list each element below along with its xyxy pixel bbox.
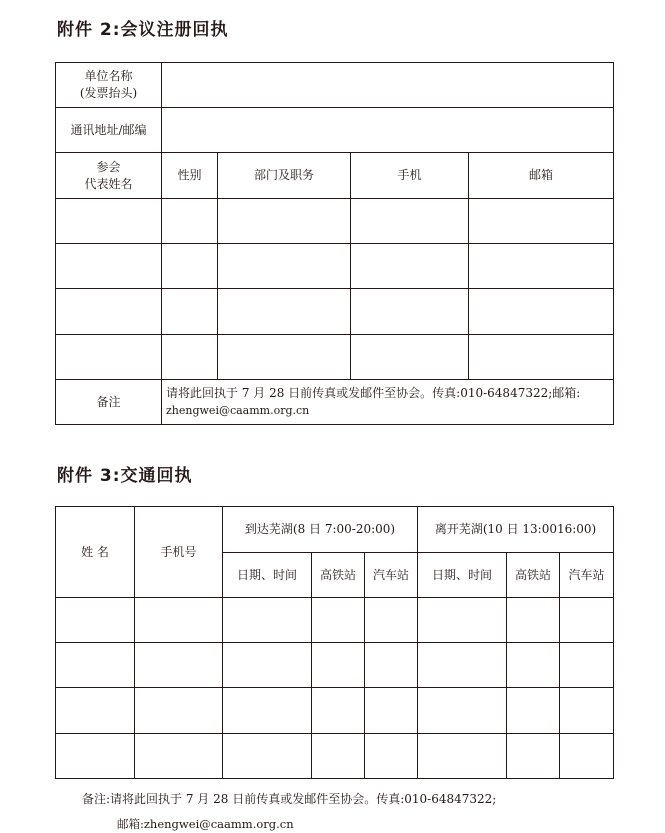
cell[interactable] — [365, 688, 418, 734]
cell[interactable] — [312, 734, 365, 779]
gender-cell[interactable] — [162, 244, 218, 289]
cell[interactable] — [56, 734, 135, 779]
dept-cell[interactable] — [218, 199, 351, 244]
phone-cell[interactable] — [351, 244, 469, 289]
cell[interactable] — [223, 688, 312, 734]
cell[interactable] — [507, 734, 560, 779]
delegate-name-header: 参会 代表姓名 — [56, 153, 162, 199]
remark-label: 备注 — [56, 380, 162, 425]
cell[interactable] — [560, 598, 614, 643]
cell[interactable] — [135, 598, 223, 643]
cell[interactable] — [507, 688, 560, 734]
address-field[interactable] — [162, 108, 614, 153]
depart-datetime-header: 日期、时间 — [418, 553, 507, 598]
dept-cell[interactable] — [218, 244, 351, 289]
name-cell[interactable] — [56, 289, 162, 335]
cell[interactable] — [223, 643, 312, 688]
cell[interactable] — [56, 688, 135, 734]
cell[interactable] — [507, 598, 560, 643]
registration-receipt-title: 附件 2:会议注册回执 — [57, 20, 229, 40]
phone-cell[interactable] — [351, 335, 469, 380]
cell[interactable] — [135, 734, 223, 779]
cell[interactable] — [418, 643, 507, 688]
dept-header: 部门及职务 — [218, 153, 351, 199]
table-row — [56, 688, 614, 734]
arrive-rail-header: 高铁站 — [312, 553, 365, 598]
cell[interactable] — [223, 734, 312, 779]
dept-cell[interactable] — [218, 335, 351, 380]
cell[interactable] — [507, 643, 560, 688]
arrive-datetime-header: 日期、时间 — [223, 553, 312, 598]
name-header: 姓 名 — [56, 507, 135, 598]
phone-header: 手机号 — [135, 507, 223, 598]
table-row — [56, 598, 614, 643]
cell[interactable] — [56, 643, 135, 688]
cell[interactable] — [312, 643, 365, 688]
arrive-header: 到达芜湖(8 日 7:00-20:00) — [223, 507, 418, 553]
cell[interactable] — [418, 734, 507, 779]
cell[interactable] — [135, 688, 223, 734]
email-header: 邮箱 — [469, 153, 614, 199]
cell[interactable] — [56, 598, 135, 643]
phone-cell[interactable] — [351, 199, 469, 244]
gender-cell[interactable] — [162, 199, 218, 244]
name-cell[interactable] — [56, 335, 162, 380]
depart-header: 离开芜湖(10 日 13:0016:00) — [418, 507, 614, 553]
footnote-line1: 备注:请将此回执于 7 月 28 日前传真或发邮件至协会。传真:010-64847322; — [82, 792, 497, 806]
transport-receipt-title: 附件 3:交通回执 — [57, 466, 193, 486]
cell[interactable] — [312, 598, 365, 643]
email-cell[interactable] — [469, 289, 614, 335]
cell[interactable] — [560, 734, 614, 779]
gender-header: 性别 — [162, 153, 218, 199]
dept-cell[interactable] — [218, 289, 351, 335]
cell[interactable] — [223, 598, 312, 643]
email-cell[interactable] — [469, 244, 614, 289]
address-label: 通讯地址/邮编 — [56, 108, 162, 153]
unit-name-label: 单位名称 (发票抬头) — [56, 63, 162, 108]
table-row — [56, 734, 614, 779]
transport-table — [55, 506, 614, 779]
gender-cell[interactable] — [162, 289, 218, 335]
cell[interactable] — [312, 688, 365, 734]
arrive-bus-header: 汽车站 — [365, 553, 418, 598]
remark-text: 请将此回执于 7 月 28 日前传真或发邮件至协会。传真:010-64847322;邮箱: zhengwei@caamm.org.cn — [162, 380, 614, 425]
cell[interactable] — [365, 643, 418, 688]
table-row — [56, 199, 614, 244]
table-row — [56, 335, 614, 380]
footnote-line2: 邮箱:zhengwei@caamm.org.cn — [117, 817, 294, 831]
cell[interactable] — [560, 688, 614, 734]
email-cell[interactable] — [469, 335, 614, 380]
name-cell[interactable] — [56, 244, 162, 289]
cell[interactable] — [365, 598, 418, 643]
depart-rail-header: 高铁站 — [507, 553, 560, 598]
gender-cell[interactable] — [162, 335, 218, 380]
cell[interactable] — [135, 643, 223, 688]
cell[interactable] — [418, 688, 507, 734]
phone-cell[interactable] — [351, 289, 469, 335]
table-row — [56, 289, 614, 335]
unit-name-field[interactable] — [162, 63, 614, 108]
cell[interactable] — [560, 643, 614, 688]
phone-header: 手机 — [351, 153, 469, 199]
cell[interactable] — [365, 734, 418, 779]
email-cell[interactable] — [469, 199, 614, 244]
cell[interactable] — [418, 598, 507, 643]
registration-table — [55, 62, 614, 425]
table-row — [56, 643, 614, 688]
table-row — [56, 244, 614, 289]
name-cell[interactable] — [56, 199, 162, 244]
depart-bus-header: 汽车站 — [560, 553, 614, 598]
